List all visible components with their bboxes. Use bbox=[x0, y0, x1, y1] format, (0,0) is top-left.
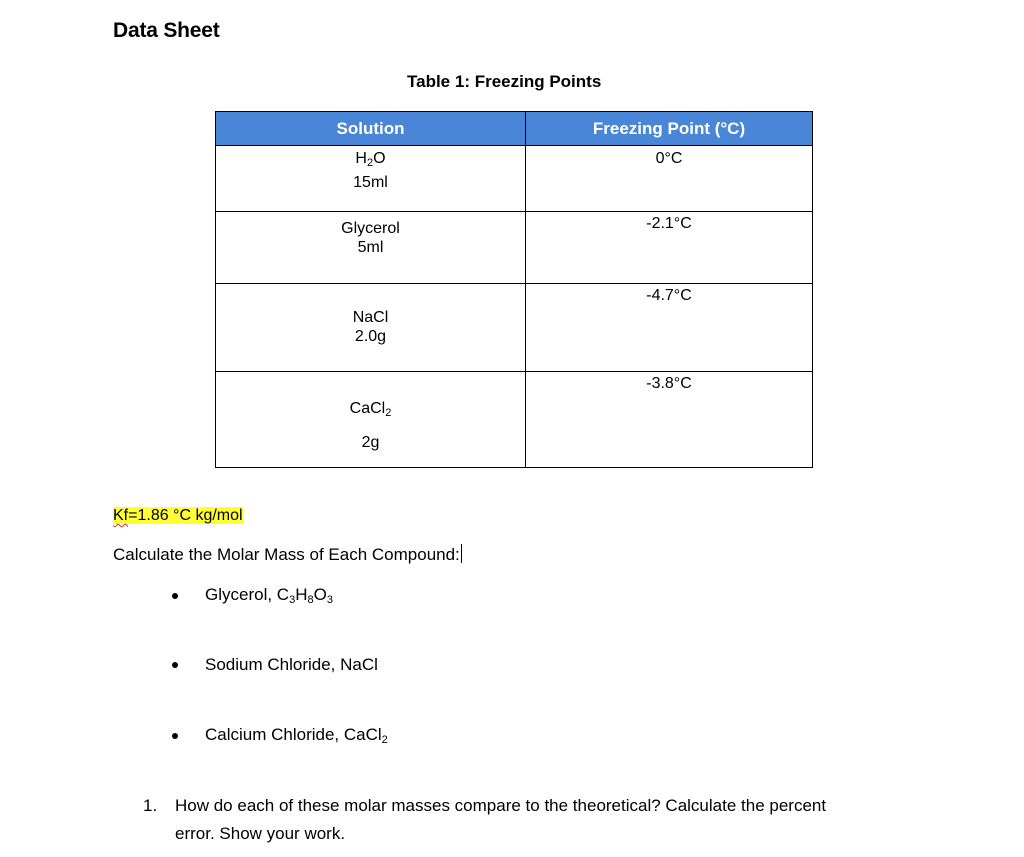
page-heading: Data Sheet bbox=[113, 19, 220, 42]
header-freezing-point: Freezing Point (°C) bbox=[526, 112, 813, 146]
table-row bbox=[216, 372, 813, 468]
kf-value: =1.86 °C kg/mol bbox=[128, 507, 243, 524]
list-item bbox=[170, 725, 388, 746]
bullet-icon bbox=[172, 733, 178, 739]
compound-label: Calcium Chloride, CaCl$_2$ bbox=[205, 725, 388, 746]
table-header-row bbox=[216, 112, 813, 146]
table-row bbox=[216, 212, 813, 284]
freezing-point-cell: -3.8°C bbox=[526, 372, 813, 468]
header-solution: Solution bbox=[216, 112, 526, 146]
question-text: How do each of these molar masses compare to the theoretical? Calculate the percent error. Show your work. bbox=[175, 796, 827, 843]
bullet-icon bbox=[172, 662, 178, 668]
table-title: Table 1: Freezing Points bbox=[407, 72, 602, 91]
solution-amount: 5ml bbox=[357, 239, 384, 256]
freezing-points-table bbox=[215, 111, 813, 468]
solution-amount: 2.0g bbox=[354, 328, 387, 345]
freezing-point-cell: -2.1°C bbox=[526, 212, 813, 284]
question-number: 1. bbox=[143, 796, 158, 815]
compound-label: Glycerol, $C_3H_8O_3$ bbox=[205, 585, 333, 606]
solution-amount: 15ml bbox=[353, 174, 388, 191]
list-item bbox=[170, 585, 333, 606]
freezing-point-cell: 0°C bbox=[526, 146, 813, 212]
table-row bbox=[216, 284, 813, 372]
list-item bbox=[170, 655, 378, 675]
text-cursor bbox=[461, 544, 462, 563]
compound-label: Sodium Chloride, NaCl bbox=[205, 655, 378, 674]
bullet-icon bbox=[172, 593, 178, 599]
kf-constant bbox=[113, 507, 243, 525]
instruction-text[interactable]: Calculate the Molar Mass of Each Compound: bbox=[113, 545, 460, 564]
solution-cell: $H_2O$ 15ml bbox=[216, 146, 526, 212]
question-1 bbox=[143, 792, 943, 848]
solution-cell: NaCl 2.0g bbox=[216, 284, 526, 372]
solution-cell: Glycerol 5ml bbox=[216, 212, 526, 284]
solution-amount: 2g bbox=[361, 434, 380, 451]
kf-symbol: Kf bbox=[113, 507, 129, 524]
table-row bbox=[216, 146, 813, 212]
freezing-point-cell: -4.7°C bbox=[526, 284, 813, 372]
solution-cell: CaCl$_2$ 2g bbox=[216, 372, 526, 468]
